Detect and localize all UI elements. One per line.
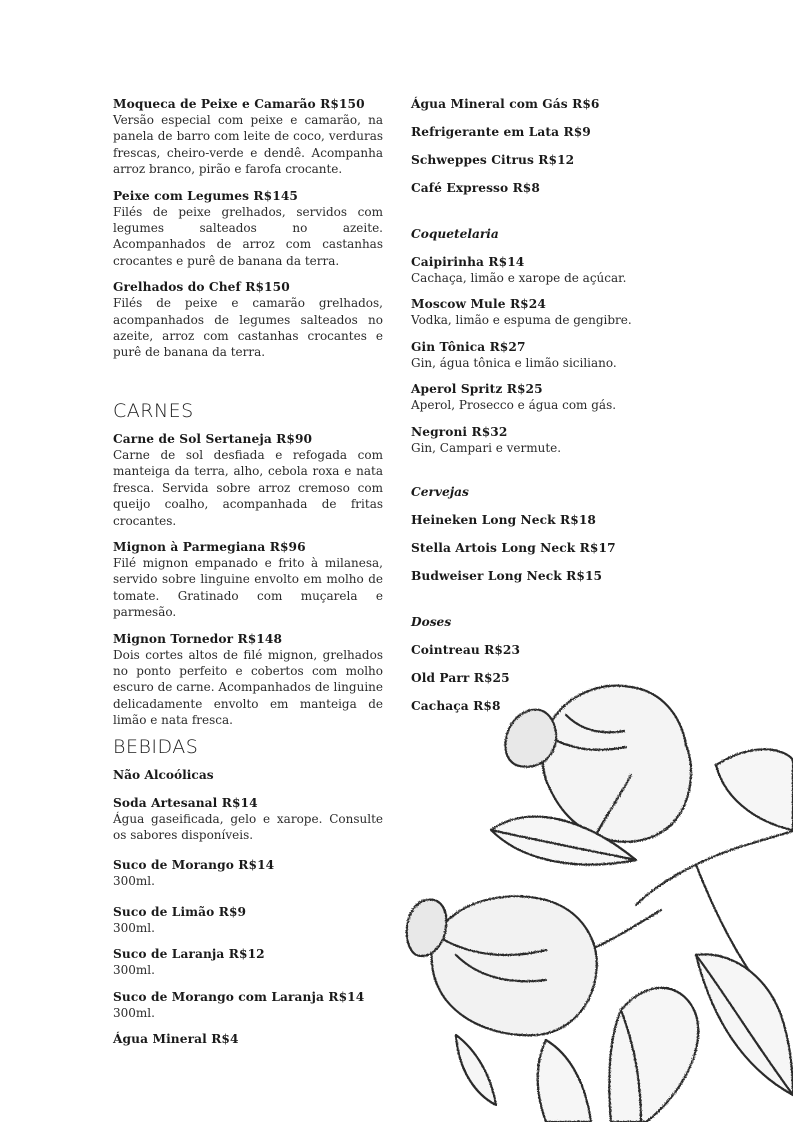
item-description: 300ml. [113,1005,155,1020]
menu-item [113,96,383,178]
item-name: Moqueca de Peixe e Camarão R$150 [113,97,365,111]
menu-item [411,296,641,328]
item-description: Vodka, limão e espuma de gengibre. [411,313,632,328]
menu-item [113,989,383,1021]
subsection-doses: Doses [411,615,452,630]
item-name: Moscow Mule R$24 [411,297,546,312]
item-name: Peixe com Legumes R$145 [113,188,298,203]
item-description: Cachaça, limão e xarope de açúcar. [411,271,627,285]
menu-item [411,424,641,456]
item-name: Caipirinha R$14 [411,255,525,269]
section-title-bebidas: BEBIDAS [113,735,199,758]
item-description: Água gaseificada, gelo e xarope. Consulte os sabores disponíveis. [113,811,383,842]
menu-item: Old Parr R$25 [411,671,510,686]
menu-item [411,381,641,413]
menu-item [113,857,383,889]
item-name: Negroni R$32 [411,424,508,439]
item-description: Carne de sol desfiada e refogada com manteiga da terra, alho, cebola roxa e nata fresca. Servida sobre arroz cremoso com queijo coalho, acompanhada de fritas crocantes. [113,447,383,528]
subsection-coquetelaria: Coquetelaria [411,227,499,241]
item-name: Aperol Spritz R$25 [411,382,543,397]
menu-item [113,188,383,270]
section-title-carnes: CARNES [113,399,194,422]
item-name: Suco de Laranja R$12 [113,947,265,962]
menu-item: Cointreau R$23 [411,643,521,658]
menu-item [411,339,641,371]
item-name: Grelhados do Chef R$150 [113,280,290,295]
item-description: 300ml. [113,920,155,935]
item-description: Filés de peixe grelhados, servidos com legumes salteados no azeite. Acompanhados de arroz com castanhas crocantes e purê de banana da terra. [113,204,383,268]
item-description: Filés de peixe e camarão grelhados, acompanhados de legumes salteados no azeite, arroz com castanhas crocantes e purê de banana da terra. [113,296,383,360]
subsection-cervejas: Cervejas [411,485,469,500]
item-name: Carne de Sol Sertaneja R$90 [113,431,313,446]
cashew-fruit-sketch-icon [396,655,793,1122]
menu-item: Água Mineral com Gás R$6 [411,97,600,111]
item-name: Soda Artesanal R$14 [113,795,258,810]
menu-item: Cachaça R$8 [411,699,501,714]
menu-item: Refrigerante em Lata R$9 [411,125,591,139]
item-description: Dois cortes altos de filé mignon, grelhados no ponto perfeito e cobertos com molho escuro de carne. Acompanhados de linguine delicadamente envolto em manteiga de limão e nata fresca. [113,647,383,728]
menu-item [113,539,383,621]
menu-item: Budweiser Long Neck R$15 [411,569,603,584]
menu-item: Café Expresso R$8 [411,181,540,195]
menu-item [113,904,383,936]
item-name: Suco de Morango R$14 [113,858,275,873]
menu-item [113,946,383,978]
item-name: Gin Tônica R$27 [411,339,526,354]
item-description: Gin, Campari e vermute. [411,440,562,455]
item-name: Suco de Limão R$9 [113,904,247,919]
menu-item [113,795,383,844]
item-description: Gin, água tônica e limão siciliano. [411,355,617,370]
menu-item [113,1031,383,1047]
menu-item: Heineken Long Neck R$18 [411,513,597,528]
menu-item [113,279,383,361]
item-name: Mignon à Parmegiana R$96 [113,539,306,554]
menu-item [113,431,383,529]
menu-item: Stella Artois Long Neck R$17 [411,541,616,556]
item-description: Filé mignon empanado e frito à milanesa, servido sobre linguine envolto em molho de tomate. Gratinado com muçarela e parmesão. [113,555,383,620]
right-column [411,96,641,726]
menu-item [411,254,641,286]
subsection-nao-alcoolicas: Não Alcoólicas [113,767,214,782]
menu-item: Schweppes Citrus R$12 [411,153,575,167]
item-description: Versão especial com peixe e camarão, na panela de barro com leite de coco, verduras frescas, cheiro-verde e dendê. Acompanha arroz branco, pirão e farofa crocante. [113,113,383,177]
left-column [113,96,383,1057]
item-description: Aperol, Prosecco e água com gás. [411,398,617,413]
item-name: Água Mineral R$4 [113,1032,239,1046]
item-name: Mignon Tornedor R$148 [113,631,283,646]
item-description: 300ml. [113,963,155,978]
item-description: 300ml. [113,874,155,889]
menu-item [113,631,383,729]
item-name: Suco de Morango com Laranja R$14 [113,989,365,1004]
